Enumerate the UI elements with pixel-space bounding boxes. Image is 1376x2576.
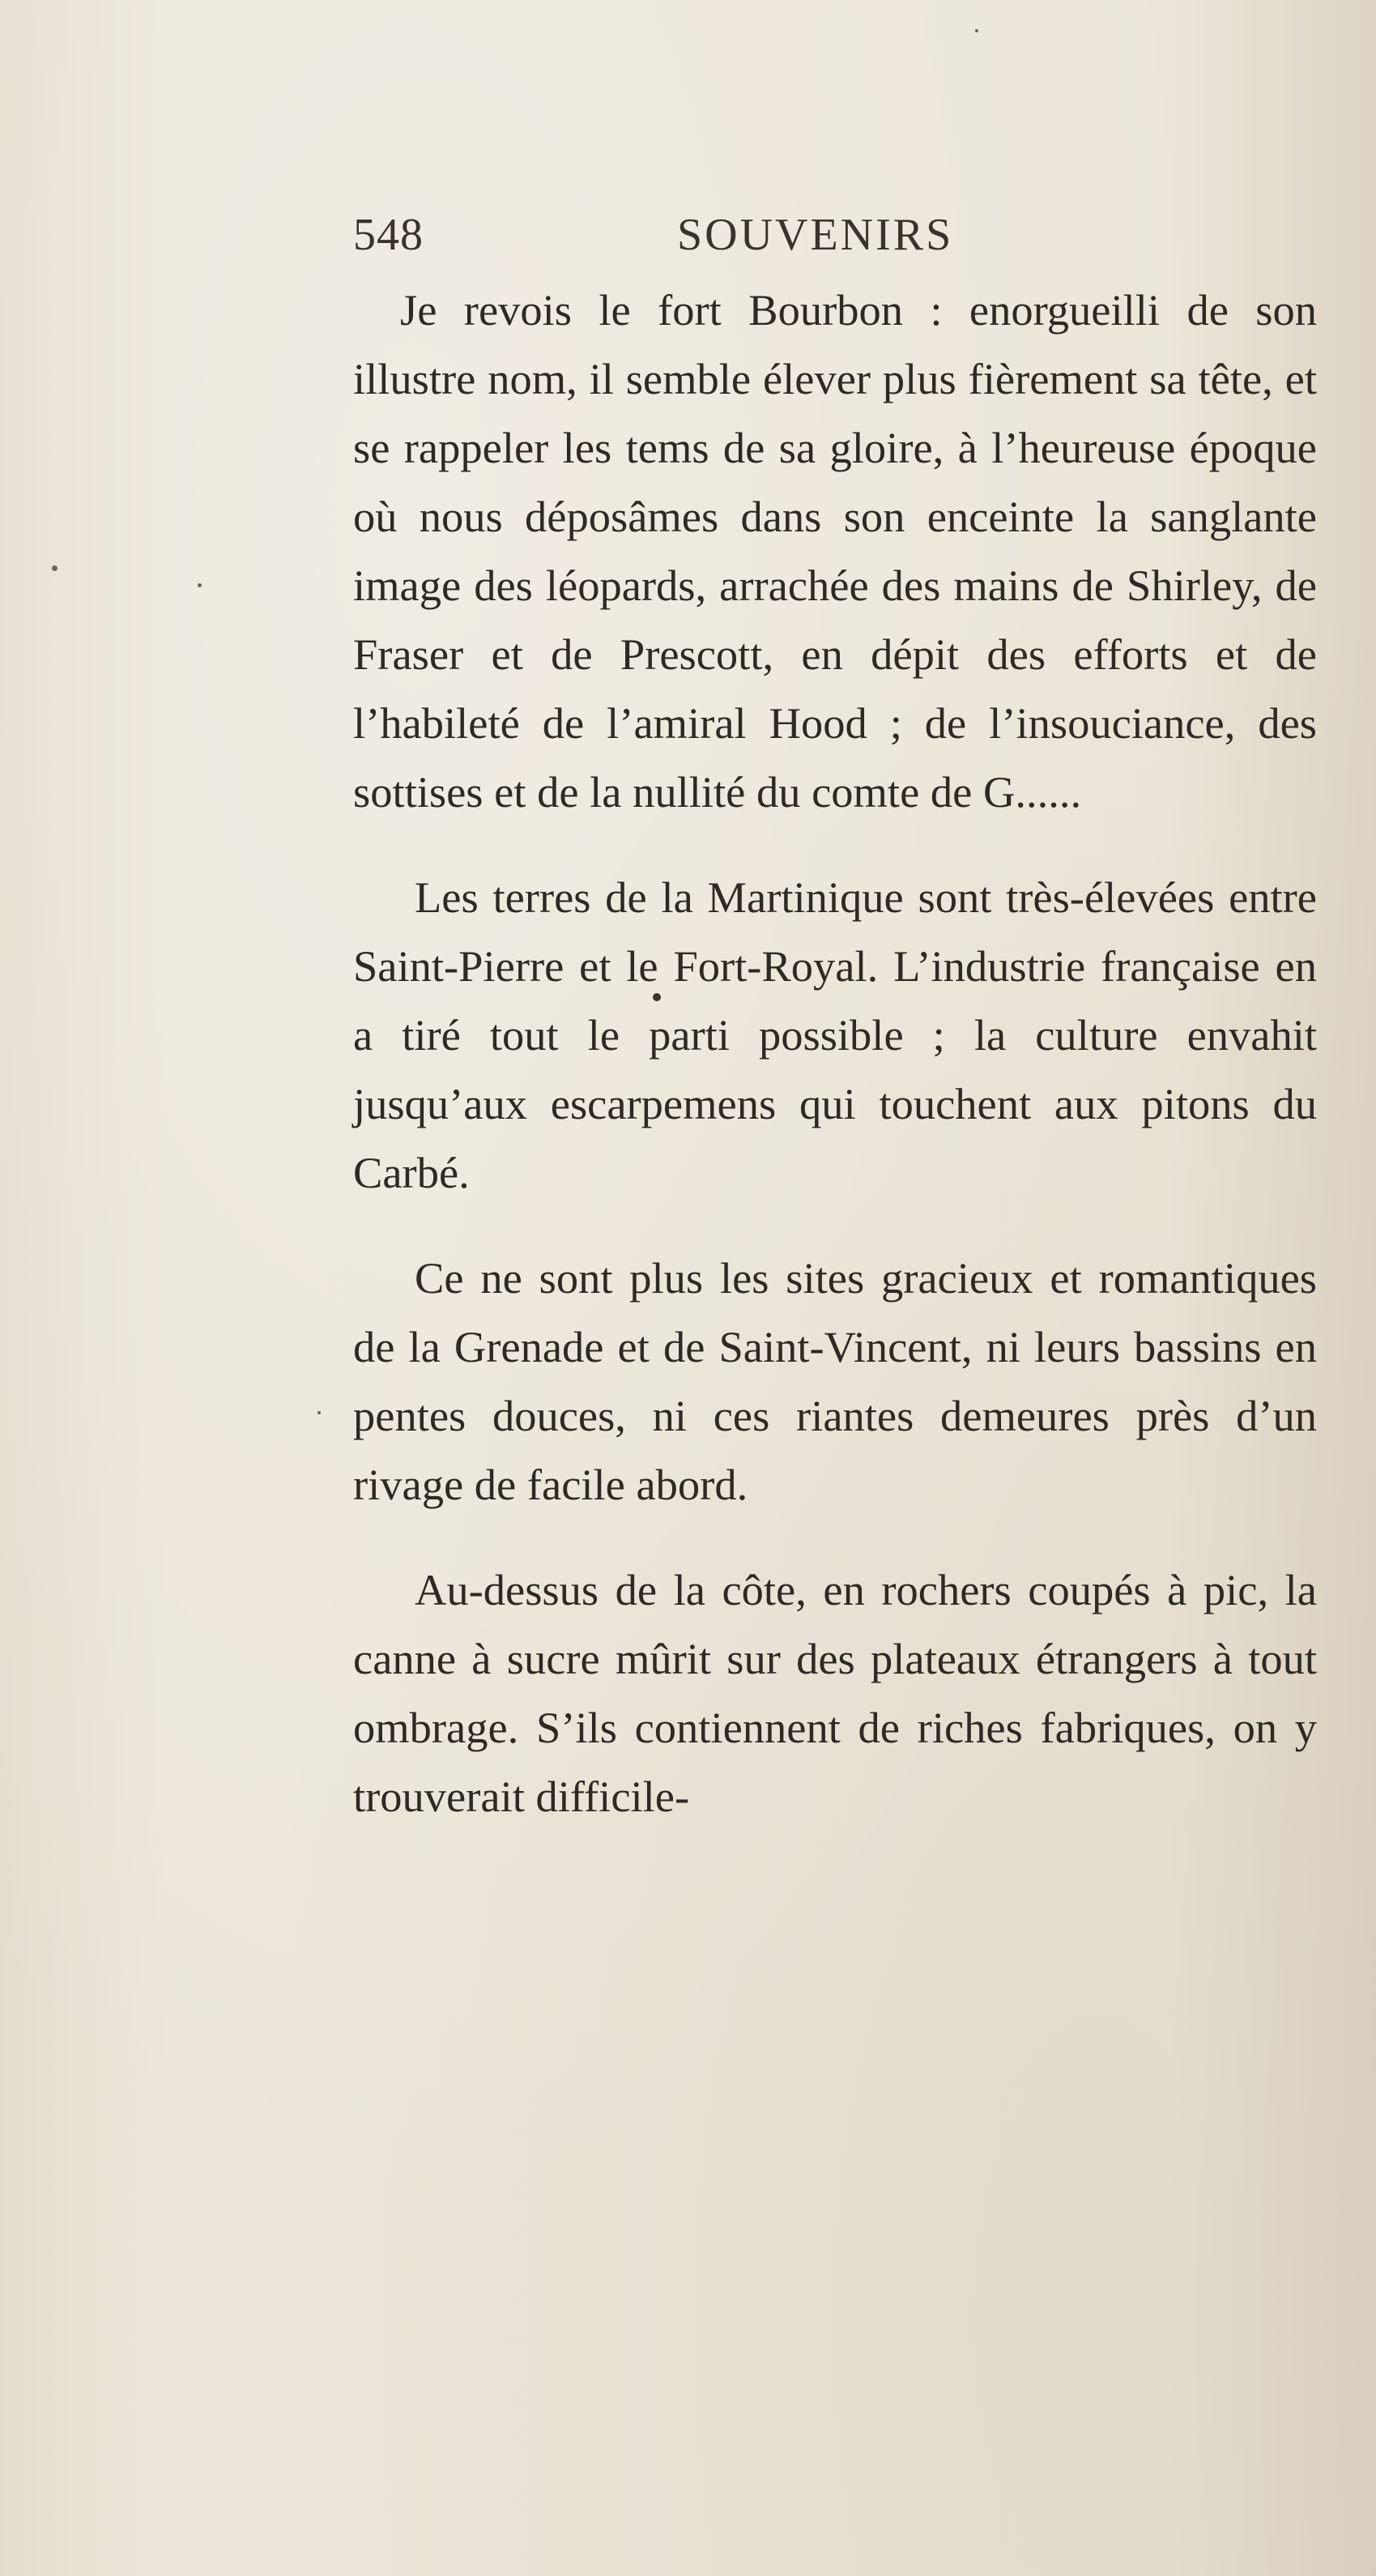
body-text [353, 275, 1317, 1867]
running-head: SOUVENIRS [677, 210, 954, 260]
paper-speck [52, 565, 58, 571]
paper-speck [975, 29, 978, 32]
paper-speck [317, 1411, 321, 1414]
page-header [353, 209, 1276, 274]
paragraph-fort-bourbon: Je revois le fort Bourbon : enorgueilli de son illustre nom, il semble élever plus fièrement sa tête, et se rappeler les tems de sa gloire, à l’heureuse époque où nous déposâmes dans son enceinte la sanglante image des léopards, arrachée des mains de Shirley, de Fraser et de Prescott, en dépit des efforts et de l’habileté de l’amiral Hood ; de l’insouciance, des sottises et de la nullité du comte de G...... [353, 285, 1317, 817]
paper-speck [198, 583, 202, 587]
paragraph-grenade: Ce ne sont plus les sites gracieux et romantiques de la Grenade et de Saint-Vincent, ni leurs bassins en pentes douces, ni ces riantes demeures près d’un rivage de facile abord. [353, 1253, 1317, 1509]
paragraph-martinique: Les terres de la Martinique sont très-élevées entre Saint-Pierre et le Fort-Royal. L’industrie française en a tiré tout le parti possible ; la culture envahit jusqu’aux escarpemens qui touchent aux pitons du Carbé. [353, 872, 1317, 1197]
paper-speck [653, 993, 661, 1001]
paragraph-cote: Au-dessus de la côte, en rochers coupés à pic, la canne à sucre mûrit sur des plateaux étrangers à tout ombrage. S’ils contiennent de riches fabriques, on y trouverait difficile- [353, 1565, 1317, 1821]
page-number: 548 [353, 210, 424, 260]
